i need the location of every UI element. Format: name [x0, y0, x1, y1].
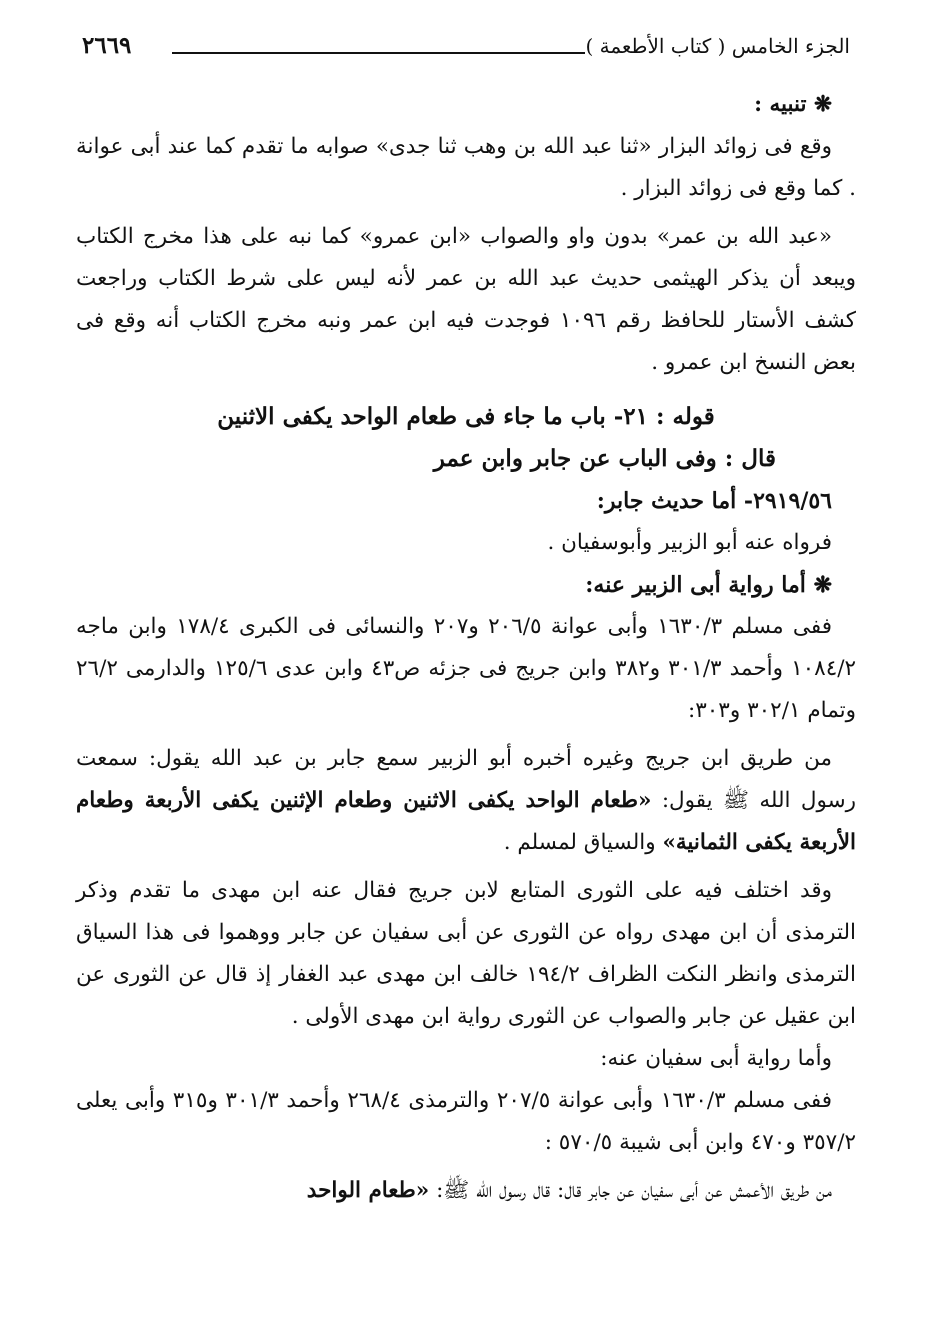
note-paragraph-2: «عبد الله بن عمر» بدون واو والصواب «ابن عمرو» كما نبه على هذا مخرج الكتاب ويبعد أن يذكر الهيثمى حديث عبد الله بن عمر لأنه ليس على شرط الكتاب وراجعت كشف الأستار للحافظ رقم ١٠٩٦ فوجدت فيه ابن عمر ونبه مخرج الكتاب أنه وقع فى بعض النسخ ابن عمرو . — [76, 224, 856, 375]
zubayr-isnad: من طريق ابن جريج وغيره أخبره أبو الزبير سمع جابر بن عبد الله يقول: سمعت رسول الله ﷺ يقول: — [76, 746, 856, 813]
page-number: ٢٦٦٩ — [82, 32, 132, 59]
zubayr-heading: ❋ أما رواية أبى الزبير عنه: — [585, 572, 832, 598]
sufyan-matn: «طعام الواحد — [306, 1178, 430, 1203]
page-header — [82, 34, 850, 64]
note-heading: ❋ تنبيه : — [754, 92, 832, 117]
narrators-line: فرواه عنه أبو الزبير وأبوسفيان . — [547, 530, 832, 555]
sufyan-hadith-text — [76, 1170, 856, 1212]
sufyan-heading: وأما رواية أبى سفيان عنه: — [600, 1046, 832, 1071]
hadith-number-heading: ٢٩١٩/٥٦- أما حديث جابر: — [596, 488, 832, 514]
sufyan-isnad: من طريق الأعمش عن أبى سفيان عن جابر قال: قال رسول الله ﷺ: — [429, 1178, 832, 1203]
header-rule — [172, 52, 585, 54]
zubayr-hadith-text — [76, 738, 856, 864]
running-title: الجزء الخامس ( كتاب الأطعمة ) — [585, 34, 850, 58]
zubayr-matn: «طعام الواحد يكفى الاثنين وطعام الإثنين يكفى الأربعة وطعام الأربعة يكفى الثمانية» — [76, 788, 856, 855]
zubayr-attribution: والسياق لمسلم . — [503, 830, 663, 855]
sufyan-sources: ففى مسلم ١٦٣٠/٣ وأبى عوانة ٢٠٧/٥ والترمذى ٢٦٨/٤ وأحمد ٣٠١/٣ و٣١٥ وأبى يعلى ٣٥٧/٢ و٤٧٠ وابن أبى شيبة ٥٧٠/٥ : — [76, 1088, 856, 1155]
ikhtilaf-paragraph: وقد اختلف فيه على الثورى المتابع لابن جريج فقال عنه ابن مهدى ما تقدم وذكر الترمذى أن ابن مهدى رواه عن الثورى عن أبى سفيان عن جابر ووهموا فى هذا السياق الترمذى وانظر النكت الظراف ١٩٤/٢ خالف ابن مهدى عبد الغفار إذ قال عن الثورى عن ابن عقيل عن جابر والصواب عن الثورى رواية ابن مهدى الأولى . — [76, 878, 856, 1029]
note-paragraph-1: وقع فى زوائد البزار «ثنا عبد الله بن وهب ثنا جدى» صوابه ما تقدم كما عند أبى عوانة . كما وقع فى زوائد البزار . — [76, 134, 856, 201]
section-subtitle: قال : وفى الباب عن جابر وابن عمر — [433, 445, 776, 472]
section-title: قوله : ٢١- باب ما جاء فى طعام الواحد يكفى الاثنين — [217, 403, 715, 430]
page-body — [76, 84, 856, 1212]
zubayr-sources: ففى مسلم ١٦٣٠/٣ وأبى عوانة ٢٠٦/٥ و٢٠٧ والنسائى فى الكبرى ١٧٨/٤ وابن ماجه ١٠٨٤/٢ وأحمد ٣٠١/٣ و٣٨٢ وابن جريج فى جزئه ص٤٣ وابن عدى ١٢٥/٦ والدارمى ٢٦/٢ وتمام ٣٠٢/١ و٣٠٣: — [76, 614, 857, 723]
